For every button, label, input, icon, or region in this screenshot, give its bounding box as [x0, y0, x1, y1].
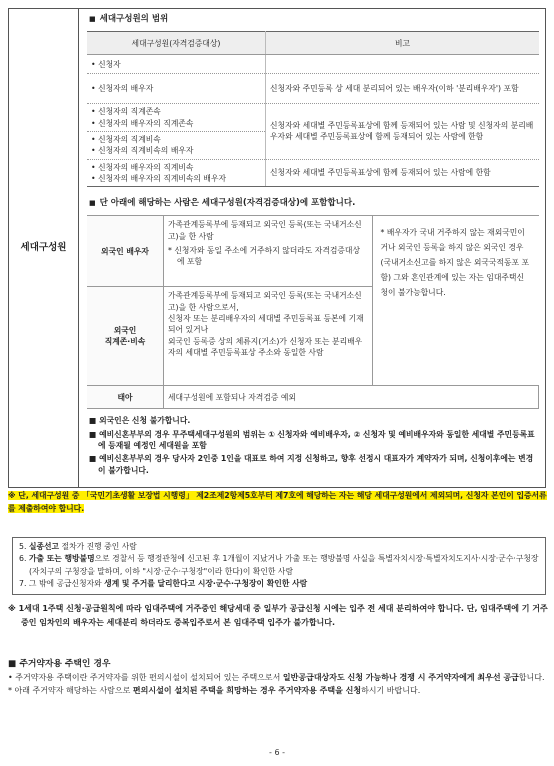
row-label: 외국인 배우자 — [87, 216, 164, 287]
table-row — [87, 216, 539, 287]
line-text: • 주거약자용 주택이란 주거약자를 위한 편의시설이 설치되어 있는 주택으로서 — [8, 673, 283, 683]
table-row — [87, 159, 539, 187]
remark-cell: 신청자와 세대별 주민등록표상에 함께 등재되어 있는 사람 및 신청자의 분리배우자와 세대별 주민등록표상에 함께 등재되어 있는 사람에 한함 — [266, 104, 540, 159]
criteria-item — [19, 541, 539, 553]
line-bold: 일반공급대상자도 신청 가능하나 경쟁 시 주거약자에게 최우선 공급 — [282, 673, 519, 683]
highlighted-notice — [8, 490, 548, 516]
member-text: • 신청자 — [91, 59, 121, 69]
member-text: • 신청자의 직계비속의 배우자 — [91, 146, 194, 156]
line-bold: 편의시설이 설치된 주택을 희망하는 경우 주거약자용 주택을 신청 — [132, 685, 362, 695]
content-line: 외국인 등록증 상의 체류지(거소)가 신청자 또는 분리배우자의 세대별 주민등록표상 주소와 동일한 사람 — [168, 336, 363, 357]
note-text: 예비신혼부부의 경우 당사자 2인중 1인을 대표로 하여 지정 신청하고, 향후 선정시 대표자가 계약자가 되며, 신청이후에는 변경이 불가합니다. — [98, 454, 534, 475]
member-cell — [87, 104, 266, 132]
member-text: • 신청자의 배우자의 직계비속 — [91, 162, 194, 172]
table-header-row — [87, 32, 539, 55]
item-text: 절차가 진행 중인 사람 — [59, 542, 137, 551]
item-text: 으로 경찰서 등 행정관청에 신고된 후 1개월이 지났거나 가출 또는 행방불명 사실을 특별자치시장·특별자치도지사·시장·군수·구청장(자치구의 구청장을 말하며, 이하 "시장·군수·구청장"이라 한다)이 확인한 사람 — [29, 554, 539, 576]
member-text: • 신청자의 직계존속 — [91, 107, 161, 117]
item-number: 5. — [19, 542, 27, 551]
heading-text: 세대구성원의 범위 — [99, 14, 169, 24]
member-cell — [87, 55, 266, 74]
square-bullet-icon: ■ — [89, 199, 96, 208]
content-line: 가족관계등록부에 등재되고 외국인 등록(또는 국내거소신고)을 한 사람으로서, — [168, 291, 362, 312]
content-line: * 신청자와 동일 주소에 거주하지 않더라도 자격검증대상에 포함 — [168, 246, 360, 267]
member-text: • 신청자의 배우자의 직계존속 — [91, 118, 194, 128]
row-label — [87, 287, 164, 386]
note-text: 예비신혼부부의 경우 무주택세대구성원의 범위는 ① 신청자와 예비배우자, ② 신청자 및 예비배우자와 동일한 세대별 주민등록표에 등재될 예정인 세대원을 포함 — [98, 429, 535, 450]
note-item: ■ 외국인은 신청 불가합니다. — [89, 416, 191, 426]
member-text: • 신청자의 배우자의 직계비속의 배우자 — [91, 173, 227, 183]
section-title: ■ 주거약자용 주택인 경우 — [8, 659, 111, 669]
notes-list — [89, 415, 539, 475]
highlight-text: ※ 단, 세대구성원 중 「국민기초생활 보장법 시행령」 제2조제2항제5호부터 제7호에 해당하는 자는 해당 세대구성원에서 제외되며, 신청자 본인이 입증서류를 제출하여야 합니다. — [8, 491, 547, 513]
note-text: ※ 1세대 1주택 신청·공급원칙에 따라 임대주택에 거주중인 해당세대 중 일부가 공급신청 시에는 입주 전 세대 분리하여야 합니다. 단, 임대주택에 기 거주중인 임차인의 배우자는 세대분리 하더라도 중복입주로서 본 임대주택 입주가 불가합니다. — [8, 604, 548, 627]
criteria-item — [19, 578, 539, 590]
row-content: 세대구성원에 포함되나 자격검증 예외 — [164, 386, 539, 409]
line-text: 하시기 바랍니다. — [361, 685, 421, 695]
row-label: 태아 — [87, 386, 164, 409]
table-row — [87, 55, 539, 74]
section-label: 세대구성원 — [9, 9, 79, 487]
remark-cell: 신청자와 세대별 주민등록표상에 함께 등재되어 있는 사람에 한함 — [266, 159, 540, 187]
item-number: 6. — [19, 554, 27, 564]
heading-text: 단 아래에 해당하는 사람은 세대구성원(자격검증대상)에 포함합니다. — [99, 198, 356, 209]
column-header-member: 세대구성원(자격검증대상) — [87, 32, 266, 55]
row-label-line: 직계존·비속 — [104, 337, 146, 347]
household-member-section — [8, 8, 546, 488]
member-text: • 신청자의 직계비속 — [91, 134, 161, 144]
exclusion-criteria-box — [12, 537, 546, 595]
foreign-member-table — [87, 215, 539, 409]
member-cell — [87, 159, 266, 187]
content-line: 신청자 또는 분리배우자의 세대별 주민등록표 등본에 기재되어 있거나 — [168, 314, 364, 335]
section-line — [8, 685, 548, 698]
row-content — [164, 287, 373, 386]
square-bullet-icon: ■ — [89, 15, 96, 23]
remark-cell — [266, 55, 540, 74]
row-label-line: 외국인 — [113, 326, 137, 336]
note-item: ■ 예비신혼부부의 경우 무주택세대구성원의 범위는 ① 신청자와 예비배우자, ② 신청자 및 예비배우자와 동일한 세대별 주민등록표에 등재될 예정인 세대원을 포함 — [89, 429, 535, 450]
one-household-note — [8, 602, 548, 630]
remark-cell: 신청자와 주민등록 상 세대 분리되어 있는 배우자(이하 '분리배우자') 포함 — [266, 74, 540, 104]
item-text: 그 밖에 공급신청자와 — [26, 579, 105, 589]
member-text: • 신청자의 배우자 — [91, 84, 154, 94]
row-content — [164, 216, 373, 287]
member-cell — [87, 74, 266, 104]
note-text: 외국인은 신청 불가합니다. — [99, 416, 191, 426]
member-scope-table — [87, 31, 539, 187]
column-header-remark: 비고 — [266, 32, 540, 55]
heading-member-scope — [89, 13, 539, 25]
housing-weak-section — [8, 657, 548, 698]
section-content — [79, 9, 545, 487]
member-cell — [87, 131, 266, 159]
criteria-item — [19, 553, 539, 578]
line-text: 합니다. — [518, 673, 545, 683]
table-row — [87, 74, 539, 104]
side-note: * 배우자가 국내 거주하지 않는 재외국민이거나 외국인 등록을 하지 않은 외국인 경우(국내거소신고를 하지 않은 외국국적동포 포함) 그와 혼인관계에 있는 자는 임대주택신청이 불가능합니다. — [372, 216, 539, 386]
item-bold: 실종선고 — [28, 542, 60, 551]
content-line: 가족관계등록부에 등재되고 외국인 등록(또는 국내거소신고)을 한 사람 — [168, 220, 362, 241]
note-item: ■ 예비신혼부부의 경우 당사자 2인중 1인을 대표로 하여 지정 신청하고, 향후 선정시 대표자가 계약자가 되며, 신청이후에는 변경이 불가합니다. — [89, 454, 534, 475]
section-line — [8, 672, 548, 685]
item-bold: 가출 또는 행방불명 — [28, 554, 95, 564]
line-text: * 아래 주거약자 해당하는 사람으로 — [8, 685, 133, 695]
table-row — [87, 104, 539, 132]
item-bold: 생계 및 주거를 달리한다고 시장·군수·구청장이 확인한 사람 — [104, 579, 308, 589]
item-number: 7. — [19, 579, 27, 589]
table-row — [87, 386, 539, 409]
heading-exceptions — [89, 197, 539, 209]
page-number: - 6 - — [269, 748, 285, 757]
